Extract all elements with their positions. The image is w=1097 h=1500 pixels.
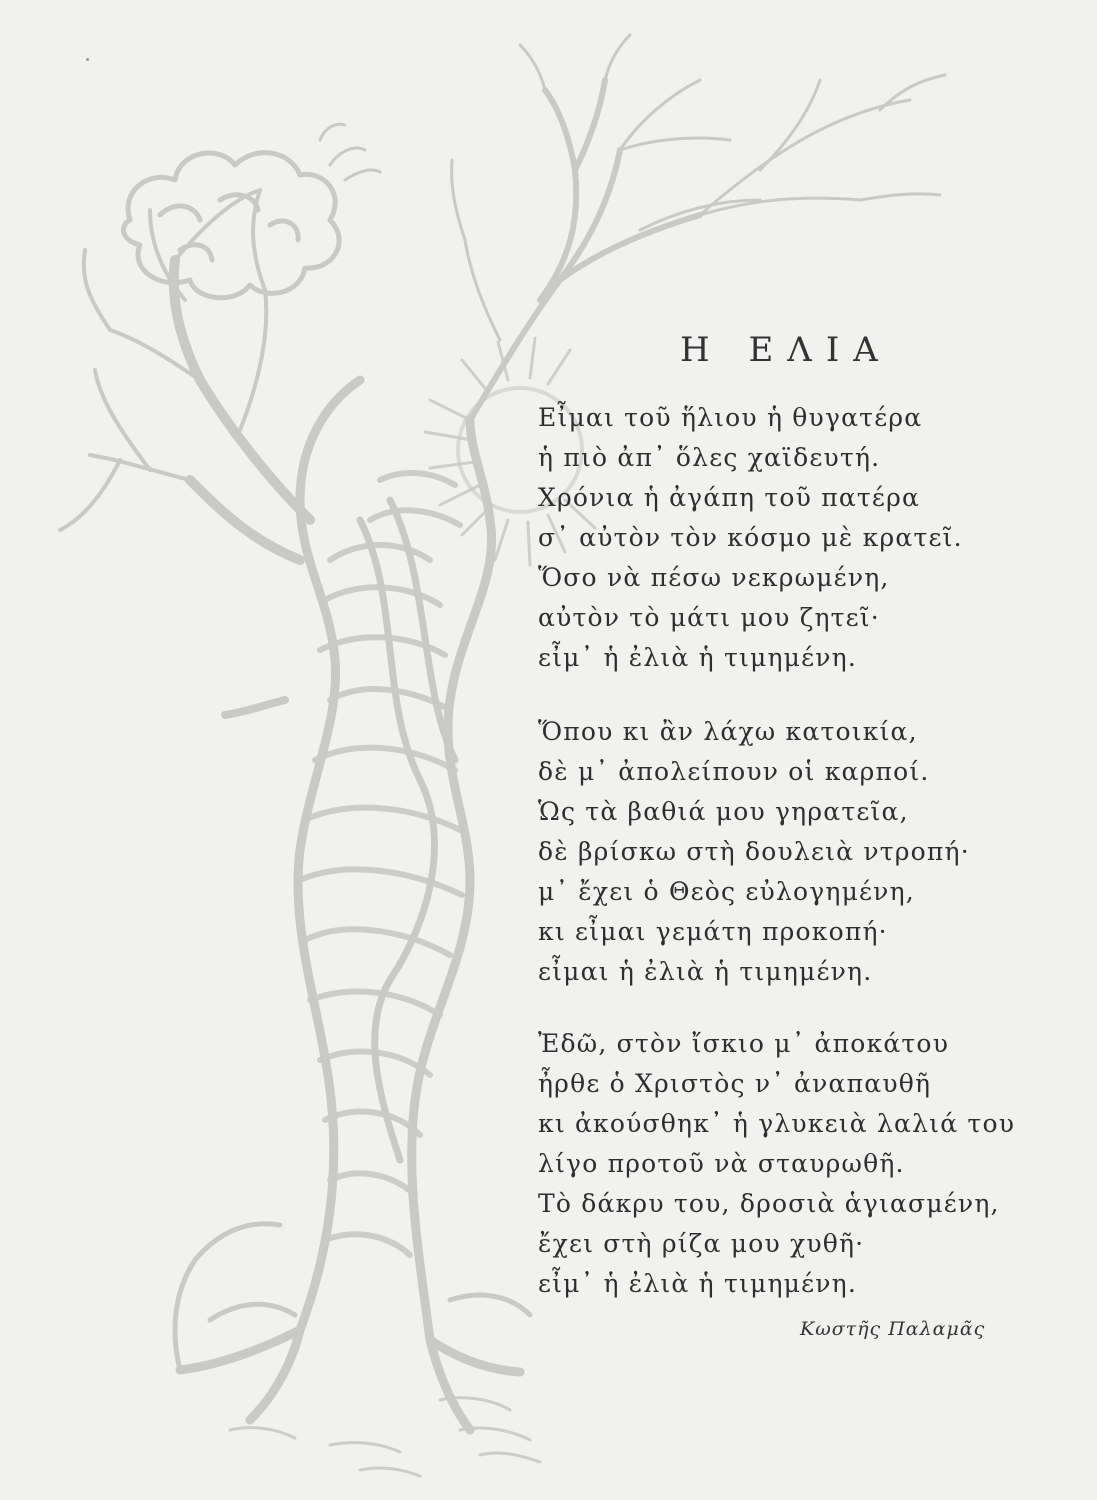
poem-line: κι ἀκούσθηκ᾽ ἡ γλυκειὰ λαλιά του bbox=[538, 1109, 1016, 1138]
poem-line: εἶμ᾽ ἡ ἐλιὰ ἡ τιμημένη. bbox=[538, 643, 857, 672]
poem-line: Εἶμαι τοῦ ἥλιου ἡ θυγατέρα bbox=[538, 403, 923, 432]
poem-line: μ᾽ ἔχει ὁ Θεὸς εὐλογημένη, bbox=[538, 877, 915, 906]
poem-line: δὲ μ᾽ ἀπολείπουν οἱ καρποί. bbox=[538, 757, 930, 786]
poem-line: εἶμ᾽ ἡ ἐλιὰ ἡ τιμημένη. bbox=[538, 1269, 857, 1298]
poem-title: Η ΕΛΙΑ bbox=[680, 330, 892, 370]
poem-line: εἶμαι ἡ ἐλιὰ ἡ τιμημένη. bbox=[538, 957, 873, 986]
poem-line: Ἐδῶ, στὸν ἴσκιο μ᾽ ἀποκάτου bbox=[538, 1029, 950, 1058]
author-signature: Κωστῆς Παλαμᾶς bbox=[800, 1318, 986, 1340]
poem-line: δὲ βρίσκω στὴ δουλειὰ ντροπή· bbox=[538, 837, 970, 866]
poem-line: Ὡς τὰ βαθιά μου γηρατεῖα, bbox=[538, 797, 909, 826]
poem-line: Ὅπου κι ἂν λάχω κατοικία, bbox=[538, 717, 918, 746]
stanza-3 bbox=[538, 1024, 1058, 1304]
poem-line: κι εἶμαι γεμάτη προκοπή· bbox=[538, 917, 888, 946]
poem-line: ἦρθε ὁ Χριστὸς ν᾽ ἀναπαυθῆ bbox=[538, 1069, 932, 1098]
poem-line: σ᾽ αὐτὸν τὸν κόσμο μὲ κρατεῖ. bbox=[538, 523, 963, 552]
poem-line: λίγο προτοῦ νὰ σταυρωθῆ. bbox=[538, 1149, 905, 1178]
stanza-2 bbox=[538, 712, 1058, 992]
paper-speck bbox=[86, 58, 89, 61]
poem-line: ἡ πιὸ ἀπ᾽ ὅλες χαϊδευτή. bbox=[538, 443, 881, 472]
poem-line: αὐτὸν τὸ μάτι μου ζητεῖ· bbox=[538, 603, 880, 632]
poem-line: Ὅσο νὰ πέσω νεκρωμένη, bbox=[538, 563, 890, 592]
poem-line: Χρόνια ἡ ἀγάπη τοῦ πατέρα bbox=[538, 483, 921, 512]
poem-line: Τὸ δάκρυ του, δροσιὰ ἁγιασμένη, bbox=[538, 1189, 1000, 1218]
stanza-1 bbox=[538, 398, 1058, 678]
poem-line: ἔχει στὴ ρίζα μου χυθῆ· bbox=[538, 1229, 865, 1258]
